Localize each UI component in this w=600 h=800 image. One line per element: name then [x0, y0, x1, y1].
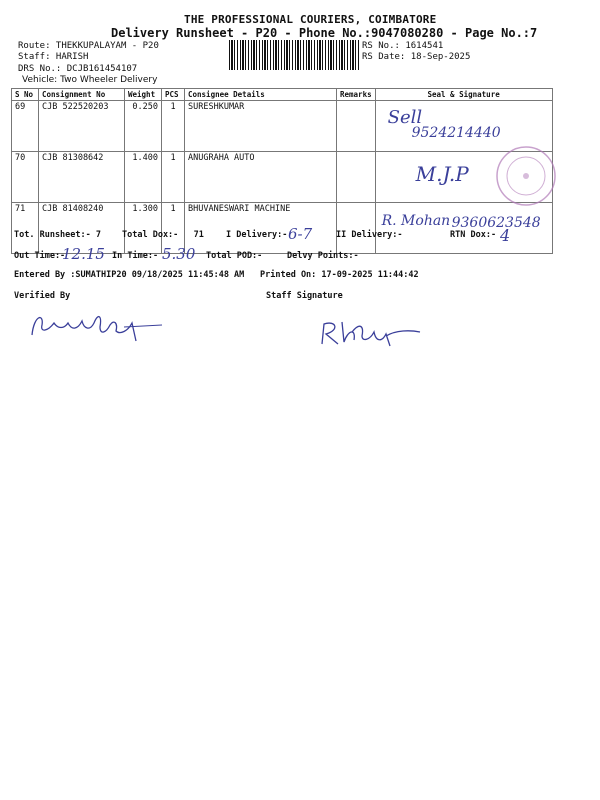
out-time-value: 12.15: [62, 245, 105, 263]
signature-scribble: Sell: [387, 107, 423, 128]
row-consignment: CJB 81408240: [39, 203, 125, 254]
row-sno: 70: [12, 152, 39, 203]
total-dox: Total Dox:- 71: [122, 230, 204, 240]
row-signature: [375, 152, 552, 203]
runsheet-subtitle: Delivery Runsheet - P20 - Phone No.:9047080280 - Page No.:7: [111, 26, 538, 40]
row-pcs: 1: [162, 152, 185, 203]
row-weight: 1.400: [125, 152, 162, 203]
row-signature: [375, 203, 552, 254]
delvy-points: Delvy Points:-: [287, 251, 359, 261]
row-weight: 0.250: [125, 101, 162, 152]
col-sno: S No: [12, 89, 39, 101]
table-row: [12, 101, 553, 152]
handwritten-phone: 9360623548: [451, 215, 541, 231]
row-consignee: ANUGRAHA AUTO: [185, 152, 337, 203]
staff-signature: [316, 316, 426, 350]
staff-label: Staff: HARISH: [18, 52, 89, 62]
barcode: [229, 40, 359, 70]
company-title: THE PROFESSIONAL COURIERS, COIMBATORE: [184, 13, 437, 26]
row-pcs: 1: [162, 203, 185, 254]
handwritten-signature: M.J.P: [415, 162, 469, 186]
tot-runsheet: Tot. Runsheet:- 7: [14, 230, 101, 240]
table-row: [12, 152, 553, 203]
company-seal-stamp: [494, 144, 558, 208]
verified-by-label: Verified By: [14, 291, 71, 301]
col-signature: Seal & Signature: [375, 89, 552, 101]
col-consignment: Consignment No: [39, 89, 125, 101]
verifier-signature: [28, 305, 168, 345]
row-consignment: CJB 522520203: [39, 101, 125, 152]
row-sno: 69: [12, 101, 39, 152]
in-time: In Time:-: [112, 251, 159, 261]
row-remarks: [337, 101, 376, 152]
row-remarks: [337, 203, 376, 254]
row-consignee: SURESHKUMAR: [185, 101, 337, 152]
ii-delivery: II Delivery:-: [336, 230, 403, 240]
col-remarks: Remarks: [337, 89, 376, 101]
col-weight: Weight: [125, 89, 162, 101]
row-sno: 71: [12, 203, 39, 254]
row-weight: 1.300: [125, 203, 162, 254]
table-header-row: [12, 89, 553, 101]
route-label: Route: THEKKUPALAYAM - P20: [18, 41, 159, 51]
row-remarks: [337, 152, 376, 203]
handwritten-phone: 9524214440: [411, 125, 501, 141]
rtn-dox: RTN Dox:-: [450, 230, 497, 240]
vehicle-label: Vehicle: Two Wheeler Delivery: [22, 75, 158, 85]
printed-on: Printed On: 17-09-2025 11:44:42: [260, 270, 419, 280]
rs-date: RS Date: 18-Sep-2025: [362, 52, 471, 62]
rs-number: RS No.: 1614541: [362, 41, 444, 51]
row-pcs: 1: [162, 101, 185, 152]
signature-scribble: R. Mohan: [381, 213, 451, 229]
entered-by: Entered By :SUMATHIP20 09/18/2025 11:45:48 AM: [14, 270, 245, 280]
i-delivery-value: 6-7: [288, 225, 313, 243]
in-time-value: 5.30: [162, 245, 196, 263]
staff-signature-label: Staff Signature: [266, 291, 343, 301]
col-pcs: PCS: [162, 89, 185, 101]
row-consignee: BHUVANESWARI MACHINE: [185, 203, 337, 254]
drs-number: DRS No.: DCJB161454107: [18, 64, 138, 74]
out-time: Out Time:-: [14, 251, 66, 261]
col-consignee: Consignee Details: [185, 89, 337, 101]
row-consignment: CJB 81308642: [39, 152, 125, 203]
rtn-dox-value: 4: [500, 226, 511, 245]
i-delivery: I Delivery:-: [226, 230, 288, 240]
total-pod: Total POD:-: [206, 251, 263, 261]
